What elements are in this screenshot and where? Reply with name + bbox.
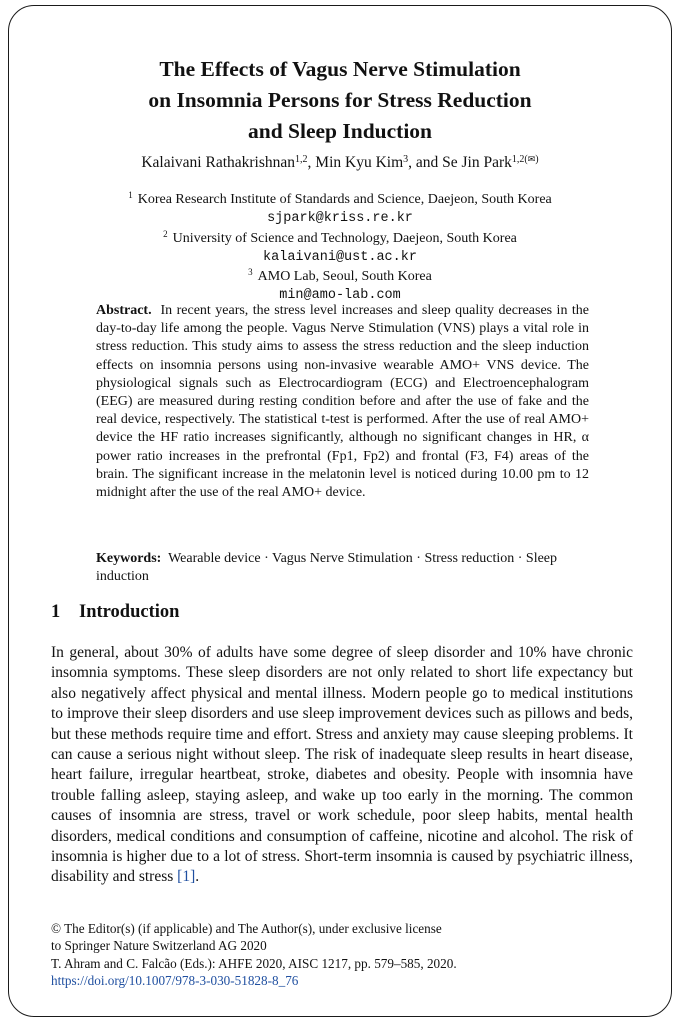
copyright-block [51,920,457,990]
citation-link[interactable]: [1] [177,868,196,886]
section-heading [51,602,179,623]
abstract-text: In recent years, the stress level increases and sleep quality decreases in the day-to-day life among the people. Vagus Nerve Stimulation (VNS) plays a vital role in stress reduction. This study aims to assess the stress reduction and the sleep induction effects on insomnia persons using non-invasive wearable AMO+ VNS device. The physiological signals such as Electrocardiogram (ECG) and Electroencephalogram (EEG) are measured during resting condition before and after the use of fake and the real device, respectively. The statistical t-test is performed. After the use of real AMO+ device the HF ratio increases significantly, although no significant changes in HR, α power ratio increases in the prefrontal (Fp1, Fp2) and frontal (F3, F4) areas of the brain. The significant increase in the melatonin level is noticed during 10.00 pm to 12 midnight after the use of the real AMO+ device. [96,303,590,501]
copyright-line: © The Editor(s) (if applicable) and The Author(s), under exclusive license [51,921,442,936]
intro-text: In general, about 30% of adults have some degree of sleep disorder and 10% have chronic insomnia symptoms. These sleep disorders are not only related to short life expectancy but also negatively affect physical and mental illness. Modern people go to medical institutions to improve their sleep disorders and use sleep improvement devices such as pillows and beds, but these methods require time and effort. Stress and anxiety may cause sleeping problems. It can cause a serious night without sleep. The risk of inadequate sleep results in heart disease, heart failure, irregular heartbeat, stroke, diabetes and obesity. People with insomnia have trouble falling asleep, staying asleep, and wake up too early in the morning. The common causes of insomnia are stress, travel or work schedule, poor sleep habits, mental health disorders, medical conditions and consumption of caffeine, nicotine and alcohol. The risk of insomnia is higher due to a lot of stress. Short-term insomnia is caused by psychiatric illness, disability and stress [51,644,633,886]
author-affiliation-mark: 3 [403,154,409,165]
author-affiliation-mark: 1,2 [295,154,308,165]
section-title: Introduction [79,602,180,622]
affiliation: $^2$ University of Science and Technology, Daejeon, South Korea [163,228,517,246]
paper-title [9,54,671,147]
envelope-icon[interactable]: ✉ [527,155,536,165]
keywords-text: Wearable device · Vagus Nerve Stimulation · Stress reduction · Sleep induction [96,551,558,585]
affiliation-email[interactable]: kalaivani@ust.ac.kr [263,249,417,265]
keywords-label: Keywords: [96,551,162,566]
affiliation: $^3$ AMO Lab, Seoul, South Korea [248,267,432,285]
title-line: and Sleep Induction [247,119,432,143]
paper-page [8,5,672,1017]
doi-link[interactable]: https://doi.org/10.1007/978-3-030-51828-8_76 [51,973,299,989]
title-line: on Insomnia Persons for Stress Reduction [148,88,532,112]
author-name: Min Kyu Kim [315,154,404,171]
title-line: The Effects of Vagus Nerve Stimulation [159,57,521,81]
affiliation-block [9,190,671,306]
keywords [96,550,589,586]
author-name: and Se Jin Park [415,154,512,171]
abstract-label: Abstract. [96,303,152,318]
author-name: Kalaivani Rathakrishnan [141,154,296,171]
affiliation-email[interactable]: sjpark@kriss.re.kr [267,211,413,227]
abstract [96,302,589,502]
affiliation: $^1$ Korea Research Institute of Standards and Science, Daejeon, South Korea [128,190,552,207]
copyright-line: T. Ahram and C. Falcão (Eds.): AHFE 2020, AISC 1217, pp. 579–585, 2020. [51,955,457,971]
intro-paragraph: In general, about 30% of adults have some degree of sleep disorder and 10% have chronic insomnia symptoms. These sleep disorders are not only related to short life expectancy but also negatively affect physical and mental illness. Modern people go to medical institutions to improve their sleep disorders and use sleep improvement devices such as pillows and beds, but these methods require time and effort. Stress and anxiety may cause sleeping problems. It can cause a serious night without sleep. The risk of inadequate sleep results in heart disease, heart failure, irregular heartbeat, stroke, diabetes and obesity. People with insomnia have trouble falling asleep, staying asleep, and wake up too early in the morning. The common causes of insomnia are stress, travel or work schedule, poor sleep habits, mental health disorders, medical conditions and consumption of caffeine, nicotine and alcohol. The risk of insomnia is higher due to a lot of stress. Short-term insomnia is caused by psychiatric illness, disability and stress [1]. [51,644,633,886]
author-list: Kalaivani Rathakrishnan$^{1,2}$, Min Kyu Kim$^3$, and Se Jin Park$^{1,2(✉)}$ [141,154,539,171]
affiliation-email[interactable]: min@amo-lab.com [279,288,401,304]
author-affiliation-mark: 1,2(✉) [511,154,539,165]
section-number: 1 [51,602,61,622]
copyright-line: to Springer Nature Switzerland AG 2020 [51,938,267,954]
